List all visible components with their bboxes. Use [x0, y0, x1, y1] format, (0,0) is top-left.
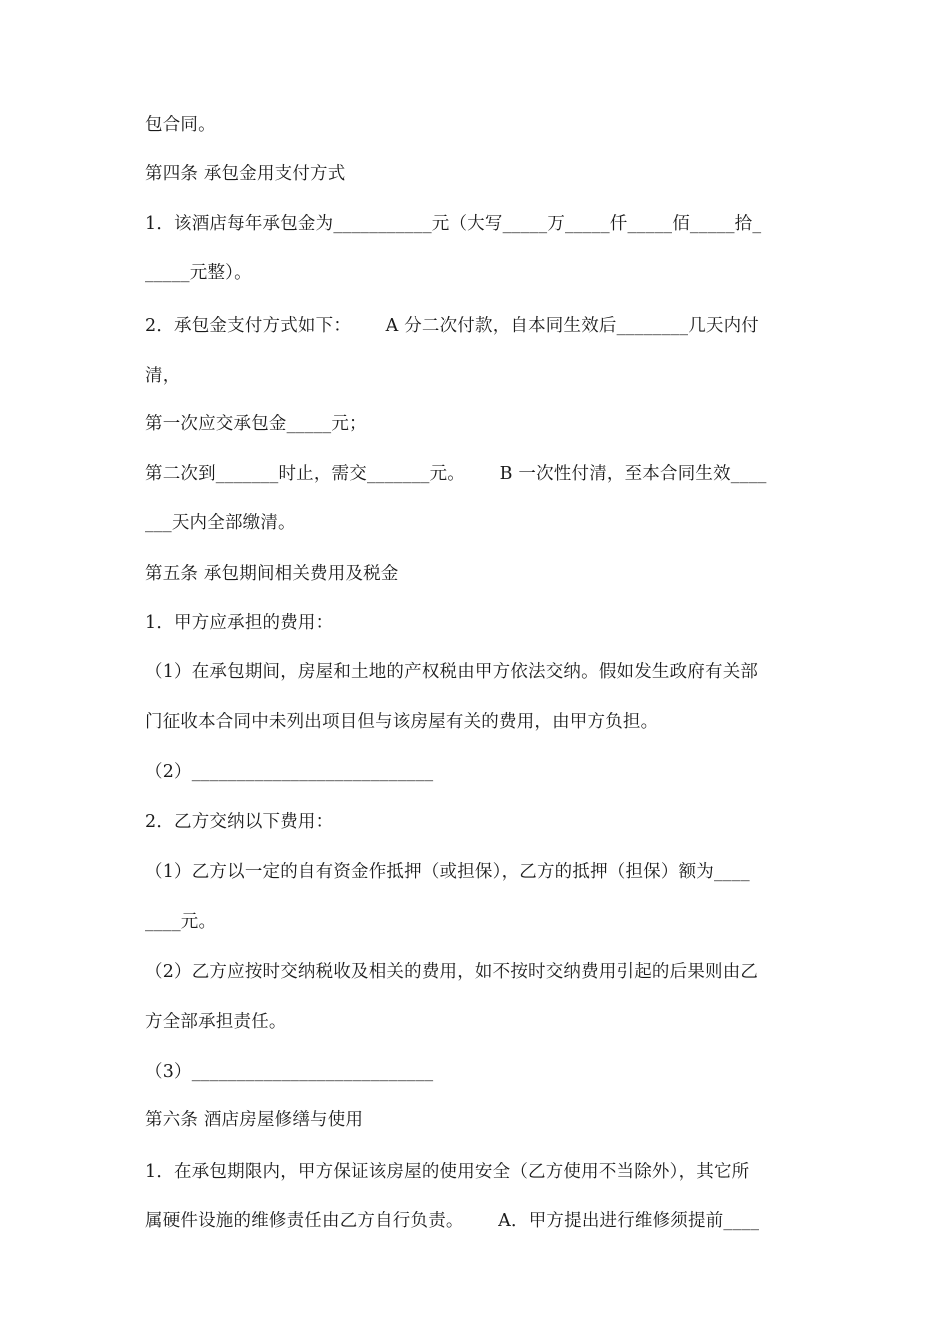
section-heading: 第六条 酒店房屋修缮与使用	[145, 1110, 364, 1130]
text-line: （2）乙方应按时交纳税收及相关的费用，如不按时交纳费用引起的后果则由乙	[145, 962, 759, 982]
text-line: （1）在承包期间，房屋和土地的产权税由甲方依法交纳。假如发生政府有关部	[145, 662, 759, 682]
text-line: 1．该酒店每年承包金为___________元（大写_____万_____仟_____佰_____拾_	[145, 214, 762, 234]
text-line: 门征收本合同中未列出项目但与该房屋有关的费用，由甲方负担。	[145, 712, 659, 732]
text-line: 属硬件设施的维修责任由乙方自行负责。 A．甲方提出进行维修须提前____	[145, 1211, 760, 1231]
text-line: 2．乙方交纳以下费用：	[145, 812, 334, 832]
text-line: 包合同。	[145, 115, 216, 135]
text-line: 第一次应交承包金_____元；	[145, 414, 367, 434]
section-heading: 第四条 承包金用支付方式	[145, 164, 346, 184]
text-line: 1．在承包期限内，甲方保证该房屋的使用安全（乙方使用不当除外），其它所	[145, 1162, 750, 1182]
text-line: 第二次到_______时止，需交_______元。 B 一次性付清，至本合同生效____	[145, 464, 767, 484]
section-heading: 第五条 承包期间相关费用及税金	[145, 564, 399, 584]
text-line: ____元。	[145, 912, 217, 932]
text-line: （1）乙方以一定的自有资金作抵押（或担保），乙方的抵押（担保）额为____	[145, 862, 750, 882]
text-line: 2．承包金支付方式如下： A 分二次付款，自本同生效后________几天内付	[145, 316, 760, 336]
text-line: （3）___________________________	[145, 1062, 434, 1082]
text-line: _____元整）。	[145, 263, 252, 283]
text-line: ___天内全部缴清。	[145, 513, 296, 533]
text-line: 清，	[145, 366, 181, 386]
text-line: 方全部承担责任。	[145, 1012, 287, 1032]
text-line: 1．甲方应承担的费用：	[145, 613, 334, 633]
text-line: （2）___________________________	[145, 762, 434, 782]
